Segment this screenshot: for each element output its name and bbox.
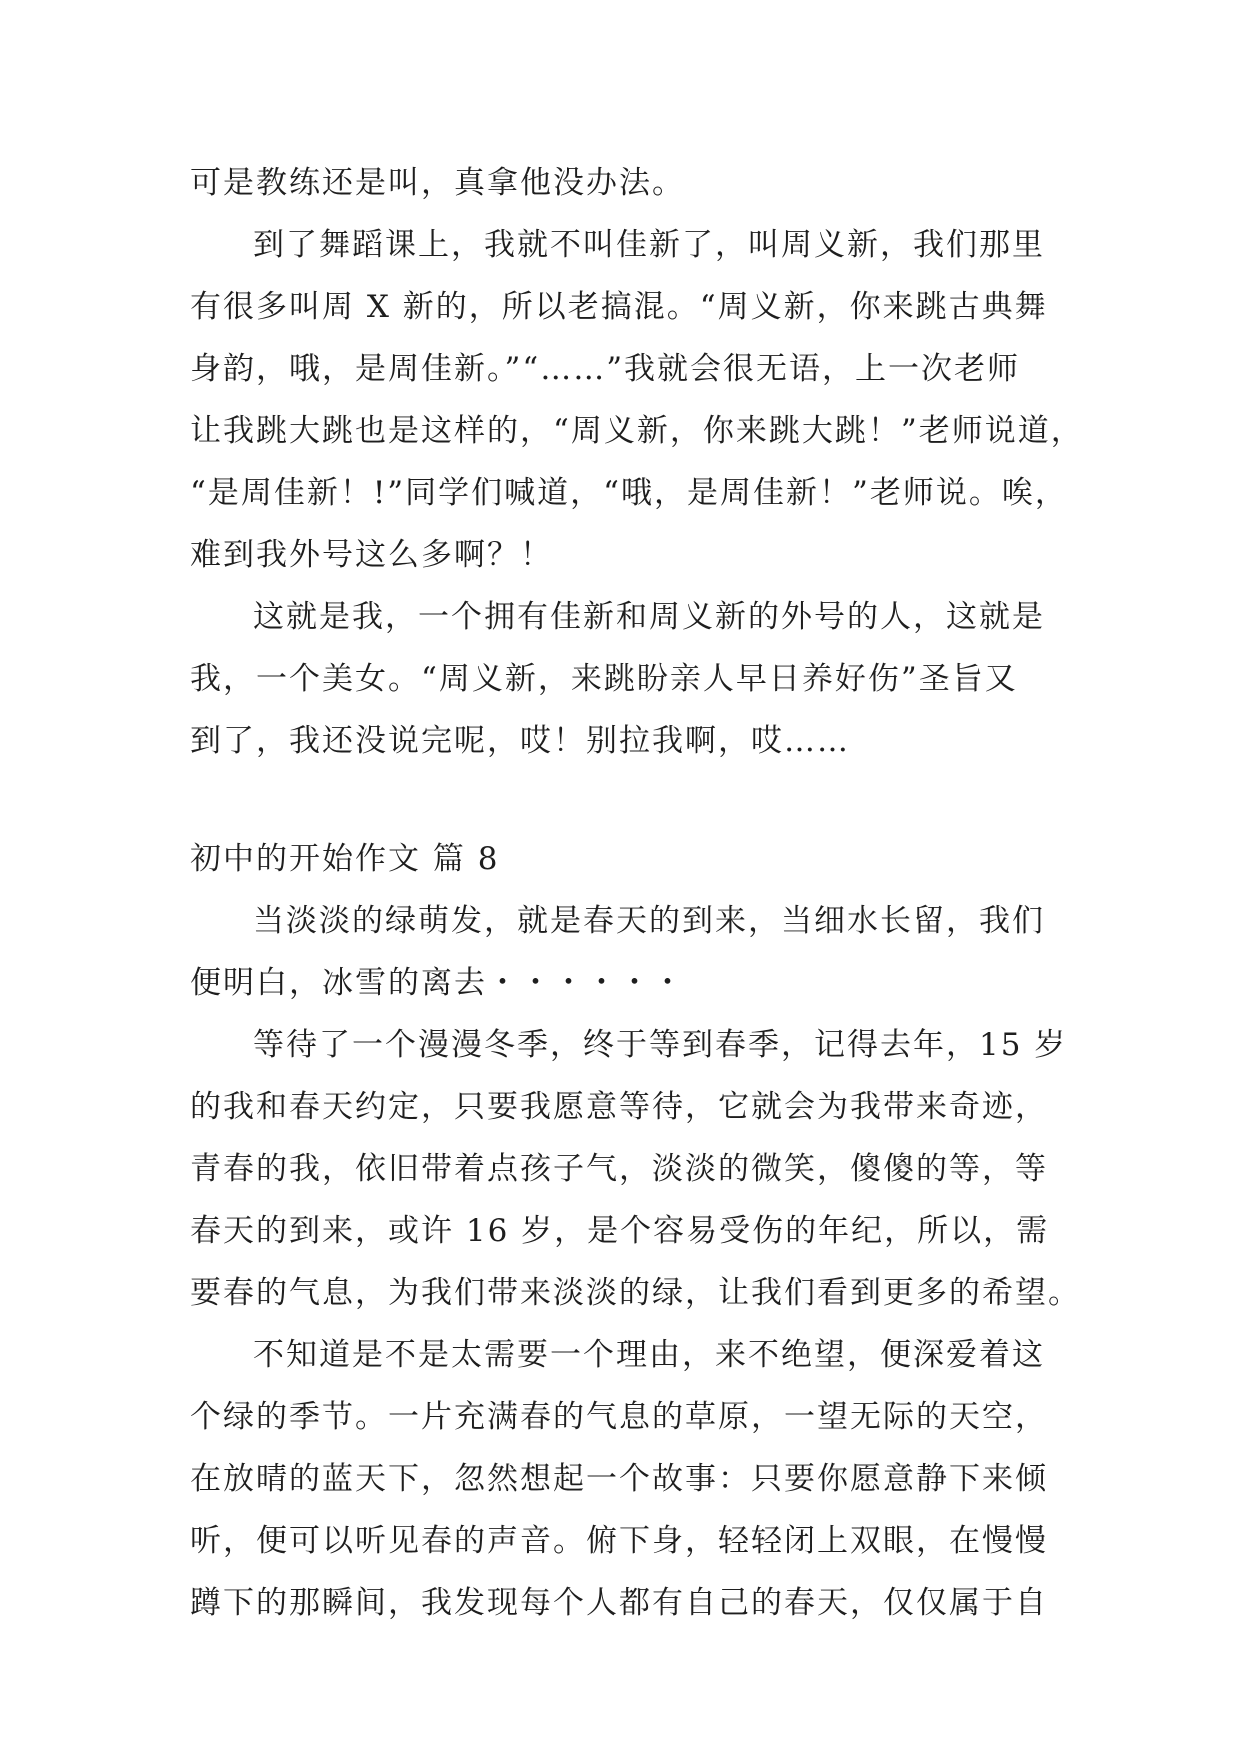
text-line: 听，便可以听见春的声音。俯下身，轻轻闭上双眼，在慢慢 <box>190 1523 1048 1559</box>
text-line: “是周佳新！!”同学们喊道，“哦，是周佳新！”老师说。唉， <box>190 475 1068 511</box>
text-line: 我，一个美女。“周义新，来跳盼亲人早日养好伤”圣旨又 <box>190 661 1018 697</box>
paragraph-start-line: 当淡淡的绿萌发，就是春天的到来，当细水长留，我们 <box>253 903 1045 939</box>
text-line: 青春的我，依旧带着点孩子气，淡淡的微笑，傻傻的等，等 <box>190 1151 1048 1187</box>
paragraph-start-line: 等待了一个漫漫冬季，终于等到春季，记得去年，15 岁 <box>253 1027 1068 1063</box>
section-gap <box>190 772 1060 828</box>
text-line: 的我和春天约定，只要我愿意等待，它就会为我带来奇迹， <box>190 1089 1048 1125</box>
text-line: 难到我外号这么多啊？！ <box>190 537 553 573</box>
text-line: 到了，我还没说完呢，哎！别拉我啊，哎…… <box>190 723 850 759</box>
text-line: 个绿的季节。一片充满春的气息的草原，一望无际的天空， <box>190 1399 1048 1435</box>
text-line: 便明白，冰雪的离去・・・・・・ <box>190 965 685 1001</box>
paragraph-start-line: 这就是我，一个拥有佳新和周义新的外号的人，这就是 <box>253 599 1045 635</box>
text-line: 要春的气息，为我们带来淡淡的绿，让我们看到更多的希望。 <box>190 1275 1081 1311</box>
text-line: 有很多叫周 X 新的，所以老搞混。“周义新，你来跳古典舞 <box>190 289 1048 325</box>
text-line: 春天的到来，或许 16 岁，是个容易受伤的年纪，所以，需 <box>190 1213 1050 1249</box>
text-line: 身韵，哦，是周佳新。”“……”我就会很无语，上一次老师 <box>190 351 1021 387</box>
paragraph-start-line: 不知道是不是太需要一个理由，来不绝望，便深爱着这 <box>253 1337 1045 1373</box>
text-line: 让我跳大跳也是这样的，“周义新，你来跳大跳！”老师说道， <box>190 413 1084 449</box>
document-body <box>190 152 1084 1634</box>
text-line: 可是教练还是叫，真拿他没办法。 <box>190 165 685 201</box>
paragraph-start-line: 到了舞蹈课上，我就不叫佳新了，叫周义新，我们那里 <box>253 227 1045 263</box>
text-line: 在放晴的蓝天下，忽然想起一个故事：只要你愿意静下来倾 <box>190 1461 1048 1497</box>
text-line: 蹲下的那瞬间，我发现每个人都有自己的春天，仅仅属于自 <box>190 1585 1048 1621</box>
section-heading: 初中的开始作文 篇 8 <box>190 841 500 877</box>
